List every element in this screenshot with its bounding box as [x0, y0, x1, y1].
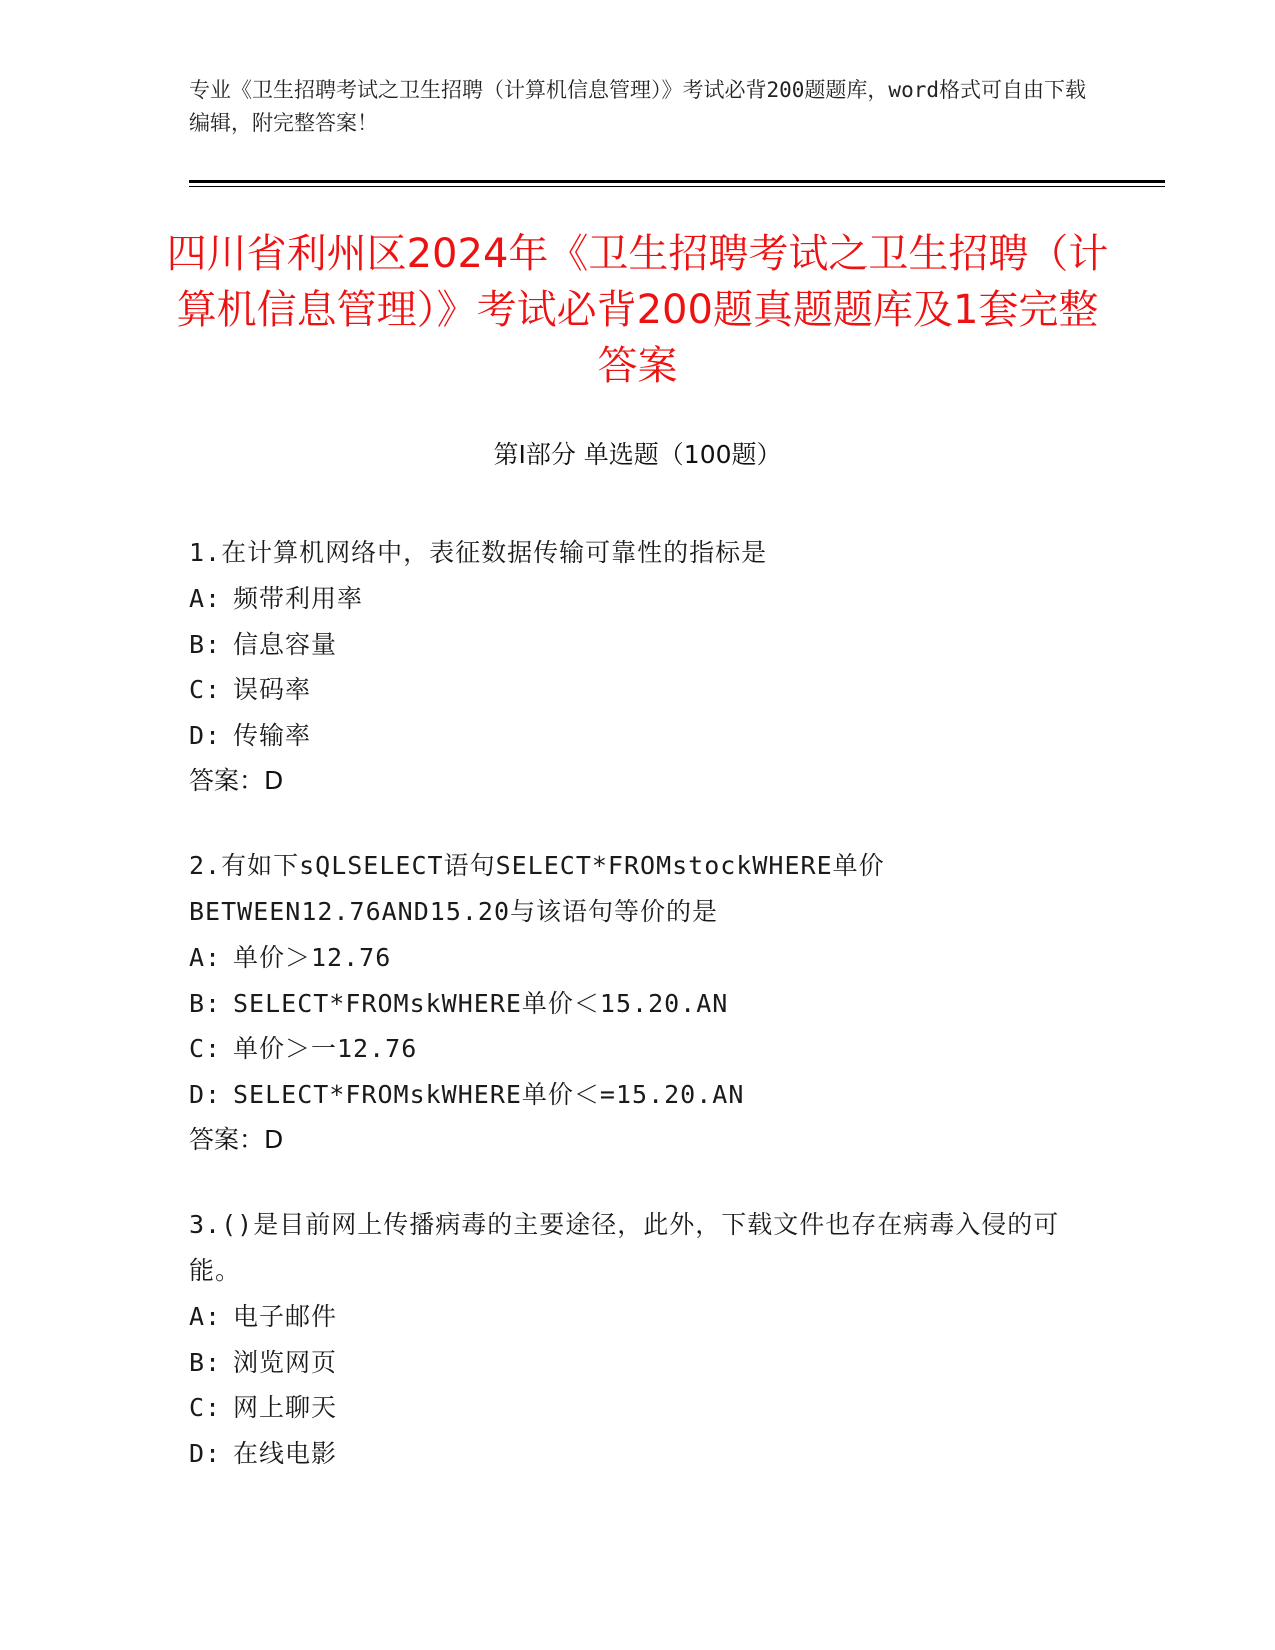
option-text: SELECT*FROMskWHERE单价＜15.20.AN [233, 988, 729, 1018]
option-key: B: [189, 629, 222, 659]
question-3 [189, 1202, 1089, 1476]
header-note: 专业《卫生招聘考试之卫生招聘（计算机信息管理）》考试必背200题题库，word格式可自由下载编辑，附完整答案！ [189, 78, 1086, 135]
option-b [189, 1340, 1089, 1386]
header-rule-thin [189, 186, 1165, 187]
header-rule-thick [189, 180, 1165, 183]
option-a [189, 576, 1089, 622]
option-text: 传输率 [233, 720, 312, 750]
option-d [189, 1431, 1089, 1477]
document-title: 四川省利州区2024年《卫生招聘考试之卫生招聘（计算机信息管理）》考试必背200题真题题库及1套完整答案 [166, 231, 1109, 389]
option-key: A: [189, 1302, 222, 1331]
option-a [189, 1294, 1089, 1340]
question-list [189, 530, 1089, 1515]
option-text: 频带利用率 [233, 584, 364, 613]
option-text: 误码率 [233, 675, 312, 704]
answer-line [189, 758, 1089, 804]
option-key: B: [189, 1347, 222, 1377]
answer-value: D [264, 1125, 284, 1154]
option-key: D: [189, 1079, 222, 1109]
option-text: 单价＞12.76 [233, 943, 392, 972]
option-text: 信息容量 [233, 629, 338, 659]
option-d [189, 1072, 1089, 1118]
option-text: SELECT*FROMskWHERE单价＜=15.20.AN [233, 1079, 745, 1109]
option-key: A: [189, 943, 222, 972]
option-text: 电子邮件 [233, 1302, 338, 1331]
question-stem: 1.在计算机网络中，表征数据传输可靠性的指标是 [189, 538, 768, 567]
answer-label: 答案： [189, 766, 265, 795]
question-1 [189, 530, 1089, 804]
option-text: 在线电影 [233, 1438, 338, 1468]
option-d [189, 713, 1089, 759]
question-stem: 3.()是目前网上传播病毒的主要途径，此外，下载文件也存在病毒入侵的可能。 [189, 1210, 1060, 1285]
answer-label: 答案： [189, 1125, 265, 1154]
answer-value: D [264, 766, 284, 795]
option-c [189, 1385, 1089, 1431]
question-stem: 2.有如下sQLSELECT语句SELECT*FROMstockWHERE单价BETWEEN12.76AND15.20与该语句等价的是 [189, 851, 885, 926]
question-2 [189, 843, 1089, 1163]
option-b [189, 981, 1089, 1027]
option-key: A: [189, 584, 222, 613]
option-text: 浏览网页 [233, 1347, 338, 1377]
option-c [189, 1026, 1089, 1072]
option-text: 网上聊天 [233, 1393, 338, 1422]
option-c [189, 667, 1089, 713]
option-key: B: [189, 988, 222, 1018]
option-text: 单价＞一12.76 [233, 1034, 418, 1063]
option-key: D: [189, 1438, 222, 1468]
section-heading: 第Ⅰ部分 单选题（100题） [493, 440, 782, 469]
option-b [189, 622, 1089, 668]
option-a [189, 935, 1089, 981]
answer-line [189, 1117, 1089, 1163]
option-key: C: [189, 1034, 222, 1063]
option-key: C: [189, 675, 222, 704]
option-key: D: [189, 720, 222, 750]
option-key: C: [189, 1393, 222, 1422]
